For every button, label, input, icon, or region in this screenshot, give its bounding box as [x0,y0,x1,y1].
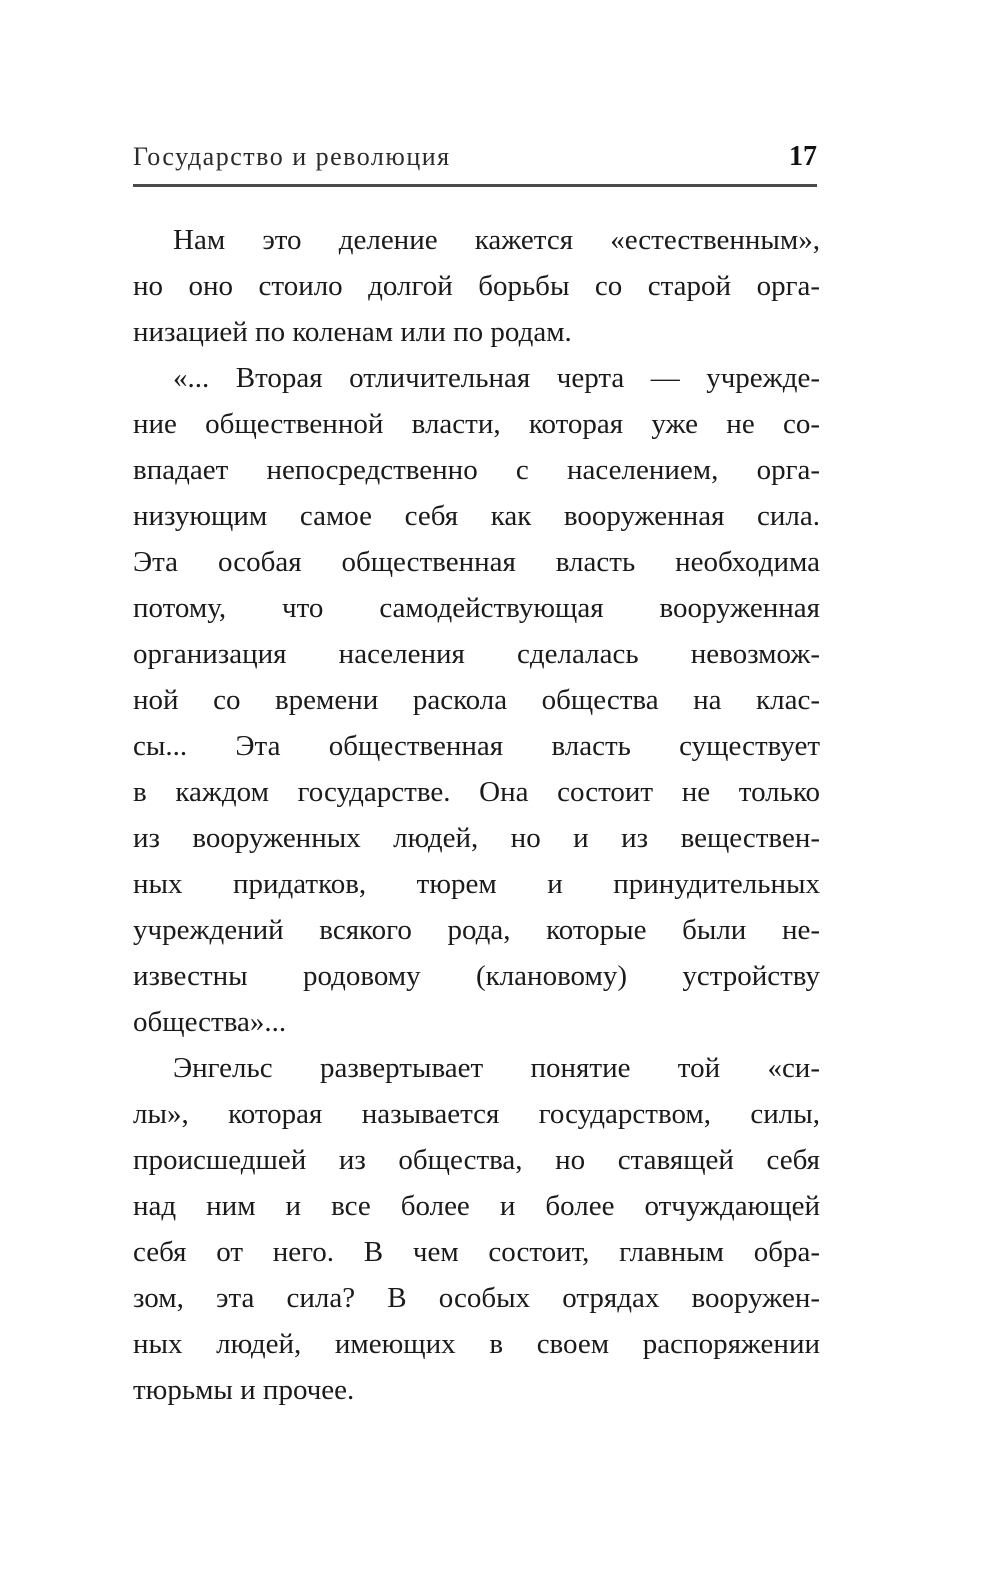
text-line: ние общественной власти, которая уже не со- [133,408,820,440]
text-line: над ним и все более и более отчуждающей [133,1190,820,1222]
text-line: Энгельс развертывает понятие той «си- [173,1052,820,1084]
text-line: впадает непосредственно с населением, орга- [133,454,820,486]
text-line: Эта особая общественная власть необходима [133,546,820,578]
text-line: тюрьмы и прочее. [133,1374,355,1406]
text-line: в каждом государстве. Она состоит не только [133,776,820,808]
text-line: себя от него. В чем состоит, главным обра- [133,1236,820,1268]
text-line: потому, что самодействующая вооруженная [133,592,820,624]
paragraph [133,355,820,1045]
text-line: сы... Эта общественная власть существует [133,730,820,762]
paragraph [133,1045,820,1413]
text-line: ной со времени раскола общества на клас- [133,684,820,716]
text-line: известны родовому (клановому) устройству [133,960,820,992]
page-number: 17 [789,141,817,172]
text-line: низацией по коленам или по родам. [133,316,572,348]
text-line: организация населения сделалась невозмож- [133,638,820,670]
text-line: общества»... [133,1006,287,1038]
text-line: зом, эта сила? В особых отрядах вооружен- [133,1282,820,1314]
text-line: происшедшей из общества, но ставящей себя [133,1144,820,1176]
text-line: учреждений всякого рода, которые были не- [133,914,820,946]
running-title: Государство и революция [133,142,451,171]
header-rule [133,184,817,187]
body-text [133,217,820,1413]
text-line: ных придатков, тюрем и принудительных [133,868,820,900]
text-line: лы», которая называется государством, силы, [133,1098,820,1130]
text-line: но оно стоило долгой борьбы со старой орга- [133,270,820,302]
text-line: низующим самое себя как вооруженная сила. [133,500,820,532]
text-line: Нам это деление кажется «естественным», [173,224,820,256]
paragraph [133,217,820,355]
text-line: ных людей, имеющих в своем распоряжении [133,1328,820,1360]
page-header [133,141,817,173]
text-line: «... Вторая отличительная черта — учрежде- [173,362,820,394]
text-line: из вооруженных людей, но и из веществен- [133,822,820,854]
